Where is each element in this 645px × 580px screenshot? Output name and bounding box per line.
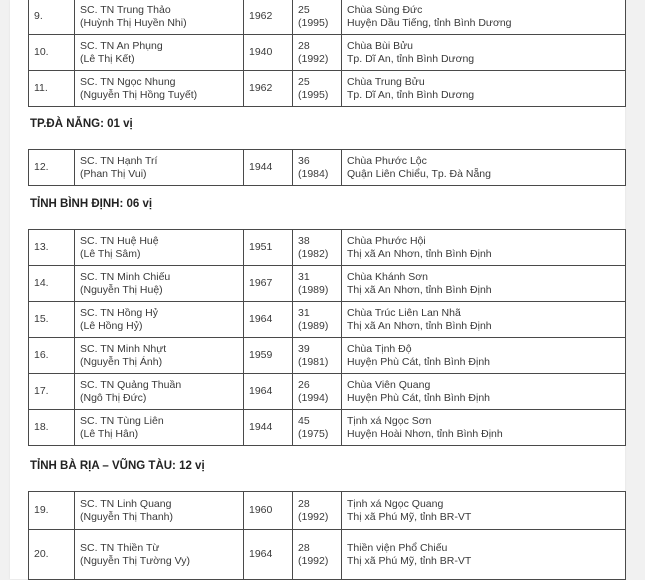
name-cell <box>75 0 244 35</box>
table-row <box>29 0 626 35</box>
lay-name: (Huỳnh Thị Huyền Nhi) <box>80 16 187 29</box>
name-cell <box>75 374 244 410</box>
temple-name: Chùa Trúc Liên Lan Nhã <box>347 307 461 319</box>
dharma-name: SC. TN Quảng Thuần <box>80 379 182 391</box>
since-year: (1975) <box>298 427 329 440</box>
place-cell <box>342 266 626 302</box>
row-number: 10. <box>29 35 75 71</box>
birth-year: 1967 <box>244 266 293 302</box>
table-row <box>29 492 626 530</box>
temple-name: Tịnh xá Ngọc Sơn <box>347 415 432 427</box>
birth-year: 1964 <box>244 302 293 338</box>
years-count: 28 <box>298 40 310 52</box>
table-row <box>29 35 626 71</box>
birth-year: 1959 <box>244 338 293 374</box>
address: Huyện Phù Cát, tỉnh Bình Định <box>347 355 491 368</box>
dharma-name: SC. TN Minh Nhựt <box>80 343 167 355</box>
name-cell <box>75 410 244 446</box>
row-number: 17. <box>29 374 75 410</box>
temple-name: Thiền viện Phổ Chiếu <box>347 542 448 554</box>
lay-name: (Nguyễn Thị Tường Vy) <box>80 554 191 567</box>
address: Tp. Dĩ An, tỉnh Bình Dương <box>347 88 475 101</box>
temple-name: Chùa Phước Lộc <box>347 155 427 167</box>
name-cell <box>75 71 244 107</box>
years-count: 25 <box>298 76 310 88</box>
dharma-name: SC. TN Trung Thảo <box>80 4 171 16</box>
birth-year: 1960 <box>244 492 293 530</box>
row-number: 16. <box>29 338 75 374</box>
name-cell <box>75 530 244 580</box>
row-number: 20. <box>29 530 75 580</box>
table-row <box>29 230 626 266</box>
row-number: 18. <box>29 410 75 446</box>
row-number: 9. <box>29 0 75 35</box>
address: Huyện Phù Cát, tỉnh Bình Định <box>347 391 491 404</box>
section-heading-ba-ria-vung-tau: TỈNH BÀ RỊA – VŨNG TÀU: 12 vị <box>30 460 205 472</box>
table-row <box>29 71 626 107</box>
since-year: (1992) <box>298 510 329 523</box>
name-cell <box>75 266 244 302</box>
temple-name: Chùa Phước Hội <box>347 235 426 247</box>
age-cell <box>293 530 342 580</box>
temple-name: Chùa Tịnh Độ <box>347 343 412 355</box>
years-count: 38 <box>298 235 310 247</box>
page-scrollbar[interactable] <box>631 0 645 579</box>
years-count: 39 <box>298 343 310 355</box>
since-year: (1995) <box>298 88 329 101</box>
since-year: (1984) <box>298 167 329 180</box>
lay-name: (Ngô Thị Đức) <box>80 391 147 404</box>
birth-year: 1962 <box>244 0 293 35</box>
birth-year: 1964 <box>244 530 293 580</box>
age-cell <box>293 230 342 266</box>
address: Thị xã Phú Mỹ, tỉnh BR-VT <box>347 554 472 567</box>
years-count: 28 <box>298 498 310 510</box>
table-row <box>29 302 626 338</box>
section-heading-binh-dinh: TỈNH BÌNH ĐỊNH: 06 vị <box>30 198 153 210</box>
years-count: 28 <box>298 542 310 554</box>
address: Huyện Dầu Tiếng, tỉnh Bình Dương <box>347 16 512 29</box>
place-cell <box>342 71 626 107</box>
birth-year: 1951 <box>244 230 293 266</box>
years-count: 45 <box>298 415 310 427</box>
row-number: 13. <box>29 230 75 266</box>
age-cell <box>293 35 342 71</box>
since-year: (1995) <box>298 16 329 29</box>
since-year: (1981) <box>298 355 329 368</box>
birth-year: 1964 <box>244 374 293 410</box>
age-cell <box>293 338 342 374</box>
table-row <box>29 338 626 374</box>
since-year: (1992) <box>298 52 329 65</box>
lay-name: (Nguyễn Thị Hồng Tuyết) <box>80 88 198 101</box>
nun-table-binh-dinh <box>28 229 626 446</box>
place-cell <box>342 410 626 446</box>
age-cell <box>293 374 342 410</box>
lay-name: (Lê Thị Hân) <box>80 427 139 440</box>
place-cell <box>342 492 626 530</box>
since-year: (1992) <box>298 554 329 567</box>
row-number: 19. <box>29 492 75 530</box>
address: Thị xã An Nhơn, tỉnh Bình Định <box>347 247 492 260</box>
lay-name: (Lê Thị Kết) <box>80 52 135 65</box>
row-number: 15. <box>29 302 75 338</box>
section-heading-da-nang: TP.ĐÀ NẴNG: 01 vị <box>30 118 133 130</box>
temple-name: Chùa Trung Bửu <box>347 76 425 88</box>
place-cell <box>342 374 626 410</box>
age-cell <box>293 150 342 186</box>
place-cell <box>342 530 626 580</box>
dharma-name: SC. TN Hồng Hỷ <box>80 307 158 319</box>
age-cell <box>293 71 342 107</box>
dharma-name: SC. TN Tùng Liên <box>80 415 164 427</box>
document-page <box>10 0 625 579</box>
lay-name: (Lê Hồng Hỷ) <box>80 319 143 332</box>
table-row <box>29 374 626 410</box>
nun-table-da-nang <box>28 149 626 186</box>
address: Huyện Hoài Nhơn, tỉnh Bình Định <box>347 427 503 440</box>
since-year: (1982) <box>298 247 329 260</box>
years-count: 31 <box>298 307 310 319</box>
lay-name: (Nguyễn Thị Thanh) <box>80 510 173 523</box>
birth-year: 1944 <box>244 150 293 186</box>
temple-name: Tịnh xá Ngọc Quang <box>347 498 444 510</box>
dharma-name: SC. TN Ngọc Nhung <box>80 76 176 88</box>
dharma-name: SC. TN Hạnh Trí <box>80 155 158 167</box>
place-cell <box>342 150 626 186</box>
birth-year: 1944 <box>244 410 293 446</box>
name-cell <box>75 150 244 186</box>
years-count: 26 <box>298 379 310 391</box>
table-row <box>29 266 626 302</box>
name-cell <box>75 230 244 266</box>
address: Thị xã An Nhơn, tỉnh Bình Định <box>347 319 492 332</box>
place-cell <box>342 338 626 374</box>
name-cell <box>75 35 244 71</box>
birth-year: 1940 <box>244 35 293 71</box>
since-year: (1994) <box>298 391 329 404</box>
table-row <box>29 150 626 186</box>
row-number: 11. <box>29 71 75 107</box>
lay-name: (Nguyễn Thị Huệ) <box>80 283 163 296</box>
row-number: 14. <box>29 266 75 302</box>
lay-name: (Phan Thị Vui) <box>80 167 147 180</box>
age-cell <box>293 302 342 338</box>
temple-name: Chùa Sùng Đức <box>347 4 423 16</box>
address: Quận Liên Chiểu, Tp. Đà Nẵng <box>347 167 491 180</box>
name-cell <box>75 302 244 338</box>
place-cell <box>342 0 626 35</box>
lay-name: (Nguyễn Thị Ánh) <box>80 355 163 368</box>
dharma-name: SC. TN Huệ Huệ <box>80 235 159 247</box>
since-year: (1989) <box>298 283 329 296</box>
address: Tp. Dĩ An, tỉnh Bình Dương <box>347 52 475 65</box>
age-cell <box>293 410 342 446</box>
dharma-name: SC. TN Linh Quang <box>80 498 172 510</box>
nun-table-binh-duong <box>28 0 626 107</box>
age-cell <box>293 492 342 530</box>
age-cell <box>293 266 342 302</box>
name-cell <box>75 338 244 374</box>
table-row <box>29 410 626 446</box>
name-cell <box>75 492 244 530</box>
place-cell <box>342 35 626 71</box>
row-number: 12. <box>29 150 75 186</box>
dharma-name: SC. TN Minh Chiếu <box>80 271 171 283</box>
age-cell <box>293 0 342 35</box>
temple-name: Chùa Bùi Bửu <box>347 40 413 52</box>
temple-name: Chùa Viên Quang <box>347 379 431 391</box>
nun-table-ba-ria-vung-tau <box>28 491 626 580</box>
address: Thị xã Phú Mỹ, tỉnh BR-VT <box>347 510 472 523</box>
years-count: 31 <box>298 271 310 283</box>
birth-year: 1962 <box>244 71 293 107</box>
years-count: 36 <box>298 155 310 167</box>
lay-name: (Lê Thị Sâm) <box>80 247 141 260</box>
dharma-name: SC. TN An Phụng <box>80 40 163 52</box>
dharma-name: SC. TN Thiền Từ <box>80 542 160 554</box>
address: Thị xã An Nhơn, tỉnh Bình Định <box>347 283 492 296</box>
place-cell <box>342 302 626 338</box>
years-count: 25 <box>298 4 310 16</box>
since-year: (1989) <box>298 319 329 332</box>
temple-name: Chùa Khánh Sơn <box>347 271 429 283</box>
table-row <box>29 530 626 580</box>
place-cell <box>342 230 626 266</box>
